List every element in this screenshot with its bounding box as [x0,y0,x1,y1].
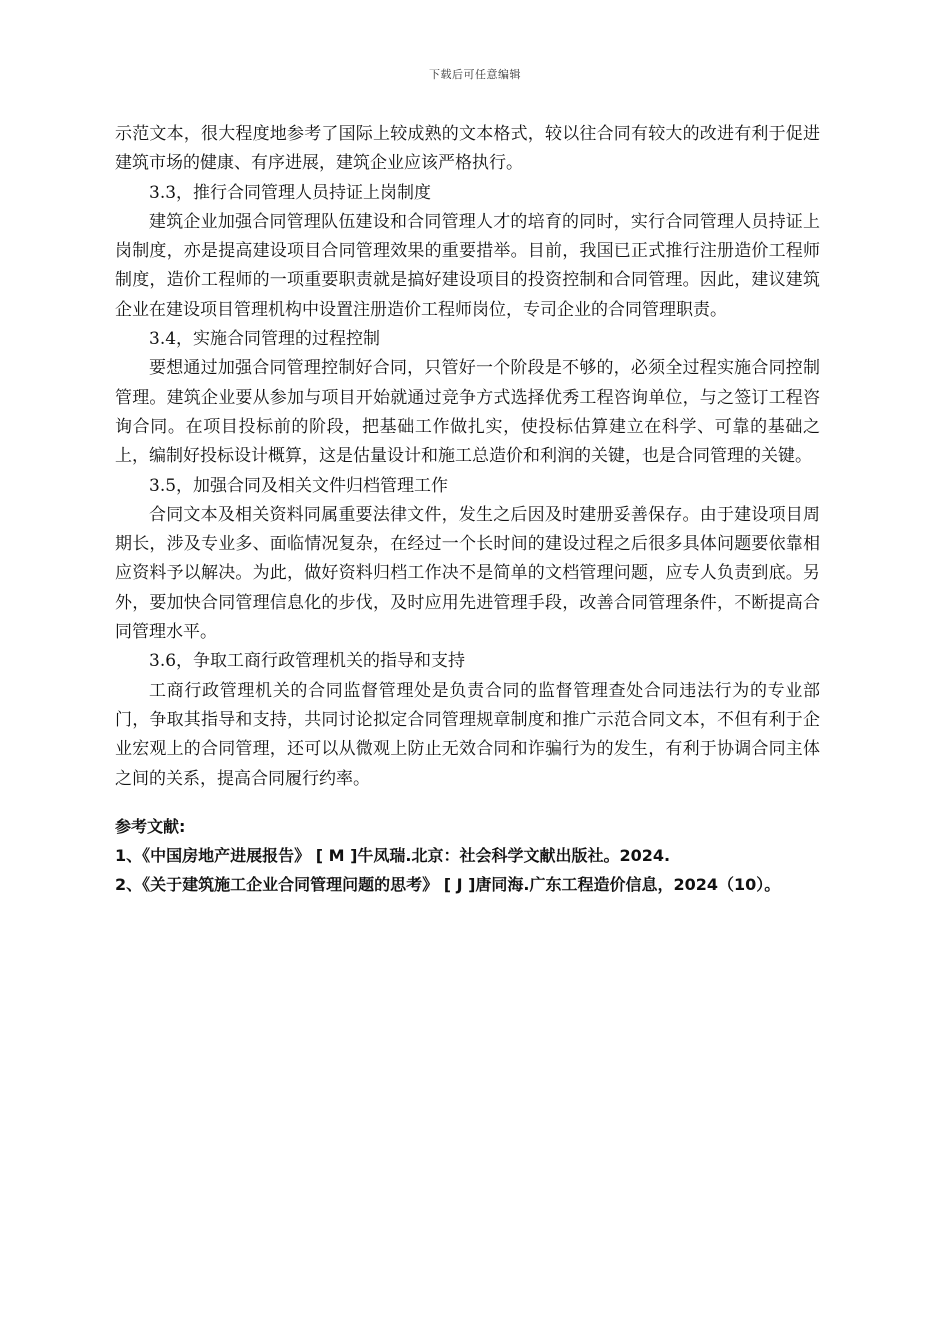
section-heading-3-6: 3.6，争取工商行政管理机关的指导和支持 [149,651,466,672]
page-header: 下载后可任意编辑 [429,68,521,81]
section-heading-3-5: 3.5，加强合同及相关文件归档管理工作 [149,475,449,496]
references-title: 参考文献: [115,816,186,836]
references-section [115,812,820,900]
section-heading-3-3: 3.3，推行合同管理人员持证上岗制度 [149,182,432,203]
paragraph-3-5: 合同文本及相关资料同属重要法律文件，发生之后因及时建册妥善保存。由于建设项目周期长，涉及专业多、面临情况复杂，在经过一个长时间的建设过程之后很多具体问题要依靠相应资料予以解决。为此，做好资料归档工作决不是简单的文档管理问题，应专人负责到底。另外，要加快合同管理信息化的步伐，及时应用先进管理手段，改善合同管理条件，不断提高合同管理水平。 [115,504,820,643]
paragraph-3-6: 工商行政管理机关的合同监督管理处是负责合同的监督管理查处合同违法行为的专业部门，争取其指导和支持，共同讨论拟定合同管理规章制度和推广示范合同文本，不但有利于企业宏观上的合同管理，还可以从微观上防止无效合同和诈骗行为的发生，有利于协调合同主体之间的关系，提高合同履行约率。 [115,680,820,789]
reference-item: 2、《关于建筑施工企业合同管理问题的思考》 [ J ]唐同海.广东工程造价信息，2024（10）。 [115,875,781,895]
reference-item: 1、《中国房地产进展报告》 [ M ]牛凤瑞.北京：社会科学文献出版社。2024. [115,846,671,866]
paragraph-continuation: 示范文本，很大程度地参考了国际上较成熟的文本格式，较以往合同有较大的改进有利于促进建筑市场的健康、有序进展，建筑企业应该严格执行。 [115,124,820,174]
document-body [115,120,820,900]
paragraph-3-3: 建筑企业加强合同管理队伍建设和合同管理人才的培育的同时，实行合同管理人员持证上岗制度，亦是提高建设项目合同管理效果的重要措举。目前，我国已正式推行注册造价工程师制度，造价工程师的一项重要职责就是搞好建设项目的投资控制和合同管理。因此，建议建筑企业在建设项目管理机构中设置注册造价工程师岗位，专司企业的合同管理职责。 [115,211,820,320]
section-heading-3-4: 3.4，实施合同管理的过程控制 [149,329,381,350]
paragraph-3-4: 要想通过加强合同管理控制好合同，只管好一个阶段是不够的，必须全过程实施合同控制管理。建筑企业要从参加与项目开始就通过竞争方式选择优秀工程咨询单位，与之签订工程咨询合同。在项目投标前的阶段，把基础工作做扎实，使投标估算建立在科学、可靠的基础之上，编制好投标设计概算，这是估量设计和施工总造价和利润的关键，也是合同管理的关键。 [115,358,820,467]
